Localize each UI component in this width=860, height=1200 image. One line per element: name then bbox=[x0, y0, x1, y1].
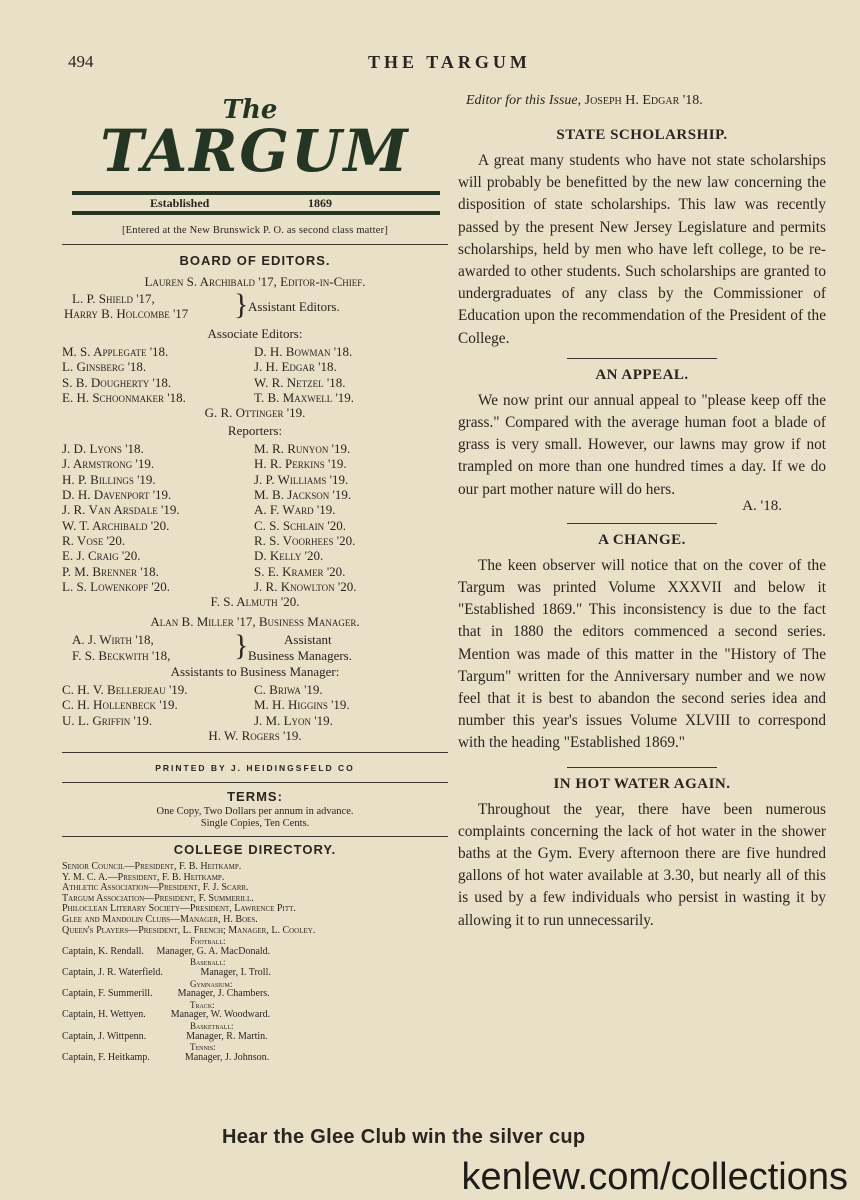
sport-manager: Manager, I. Troll. bbox=[200, 966, 271, 978]
reporter: J. R. Knowlton '20. bbox=[254, 578, 357, 594]
sport-manager: Manager, G. A. MacDonald. bbox=[156, 945, 271, 957]
sport-manager: Manager, R. Martin. bbox=[186, 1030, 268, 1042]
sport-entry bbox=[62, 1042, 448, 1063]
masthead-the: The bbox=[222, 95, 278, 125]
reporter: J. D. Lyons '18. bbox=[62, 441, 144, 457]
article-body: We now print our annual appeal to "please keep off the grass." Compared with the average human foot a blade of grass is very small. However, our lawns may grow if not trampled on more than one hundred times a day. If we do our part mother nature will do hers. bbox=[458, 391, 826, 498]
reporter: W. T. Archibald '20. bbox=[62, 517, 170, 533]
sport-captain: Captain, F. Summerill. bbox=[62, 988, 153, 1000]
established-bar bbox=[62, 187, 448, 217]
article-title: AN APPEAL. bbox=[595, 366, 689, 383]
business-manager: Alan B. Miller '17, Business Manager. bbox=[150, 614, 360, 630]
business-assistant: J. M. Lyon '19. bbox=[254, 712, 333, 728]
sport-captain: Captain, J. Wittpenn. bbox=[62, 1030, 147, 1042]
divider bbox=[567, 358, 717, 359]
reporter: E. J. Craig '20. bbox=[62, 548, 141, 564]
reporter: R. Vose '20. bbox=[62, 532, 126, 548]
reporter: J. P. Williams '19. bbox=[254, 471, 349, 487]
page-number: 494 bbox=[68, 52, 94, 71]
issue-editor-name: Joseph H. Edgar '18. bbox=[584, 93, 703, 108]
issue-editor bbox=[466, 93, 826, 109]
sport-name: Tennis: bbox=[190, 1042, 216, 1053]
associate-editors-list bbox=[62, 344, 448, 405]
article-title: IN HOT WATER AGAIN. bbox=[553, 775, 731, 792]
divider bbox=[62, 752, 448, 753]
reporter: M. R. Runyon '19. bbox=[254, 441, 351, 457]
reporters-heading: Reporters: bbox=[227, 423, 283, 439]
left-column bbox=[62, 95, 448, 1063]
reporter: D. Kelly '20. bbox=[254, 548, 324, 564]
footer-slogan: Hear the Glee Club win the silver cup bbox=[222, 1126, 586, 1148]
reporter: H. R. Perkins '19. bbox=[254, 456, 347, 472]
article-body: Throughout the year, there have been numerous complaints concerning the lack of hot water in the shower baths at the Gym. Every afternoon there are five hundred gallons of hot water available at 3.30, but nearly all of this is used by a few individuals who persist in wasting it by allowing it to run unnecessarily. bbox=[458, 800, 826, 929]
associate-editor: M. S. Applegate '18. bbox=[62, 344, 169, 359]
directory-title: COLLEGE DIRECTORY. bbox=[173, 842, 337, 858]
reporter: C. S. Schlain '20. bbox=[254, 517, 346, 533]
article-body: The keen observer will notice that on the cover of the Targum was printed Volume XXXVII and below it "Established 1869." This inconsistency is due to the fact that in 1880 the editors commenced a second series. Mention was made of this matter in the "History of The Targum" written for the Anniversary number and we now feel that it is best to abandon the second series idea and number this year's issues Volume XLVIII to correspond with the heading "Established 1869." bbox=[458, 556, 826, 752]
divider bbox=[62, 836, 448, 837]
right-column bbox=[458, 93, 826, 932]
assistant-editor: L. P. Shield '17, bbox=[72, 291, 155, 306]
running-title: THE TARGUM bbox=[368, 52, 531, 72]
watermark: kenlew.com/collections bbox=[461, 1156, 848, 1198]
reporter: A. F. Ward '19. bbox=[254, 502, 336, 518]
sport-entry bbox=[62, 957, 448, 978]
sport-entry bbox=[62, 1000, 448, 1021]
reporter: H. P. Billings '19. bbox=[62, 471, 156, 487]
directory-entry: Targum Association—President, F. Summerill. bbox=[62, 892, 254, 904]
directory-entry: Queen's Players—President, L. French; Manager, L. Cooley. bbox=[62, 924, 316, 936]
divider bbox=[62, 782, 448, 783]
terms-line: Single Copies, Ten Cents. bbox=[200, 818, 310, 830]
assistant-business-managers bbox=[62, 630, 448, 664]
associate-editor: G. R. Ottinger '19. bbox=[204, 405, 306, 421]
divider bbox=[62, 244, 448, 245]
sport-captain: Captain, J. R. Waterfield. bbox=[62, 966, 163, 978]
article-signature: A. '18. bbox=[742, 497, 782, 514]
assistant-editor: Harry B. Holcombe '17 bbox=[64, 306, 189, 321]
established-label: Established bbox=[150, 196, 210, 210]
terms-line: One Copy, Two Dollars per annum in advance. bbox=[156, 806, 354, 818]
directory-entry: Athletic Association—President, F. J. Scarr. bbox=[62, 882, 249, 894]
assistant-editors bbox=[62, 290, 448, 324]
reporter: R. S. Voorhees '20. bbox=[254, 532, 356, 548]
printer-credit: PRINTED BY J. HEIDINGSFELD CO bbox=[155, 763, 355, 774]
associate-editor: S. B. Dougherty '18. bbox=[62, 374, 172, 390]
sport-manager: Manager, J. Johnson. bbox=[184, 1051, 270, 1063]
established-year: 1869 bbox=[308, 196, 332, 210]
business-assistant: U. L. Griffin '19. bbox=[62, 712, 153, 728]
brace: } bbox=[234, 629, 249, 663]
running-header bbox=[68, 52, 808, 74]
article-title: STATE SCHOLARSHIP. bbox=[556, 127, 728, 143]
abm-label-1: Assistant bbox=[284, 632, 332, 648]
divider bbox=[567, 523, 717, 524]
sport-name: Track: bbox=[190, 999, 215, 1010]
sport-captain: Captain, H. Wettyen. bbox=[62, 1009, 146, 1021]
assistant-editors-label: Assistant Editors. bbox=[248, 299, 340, 314]
business-assistant: C. Briwa '19. bbox=[254, 682, 323, 698]
business-assistant: M. H. Higgins '19. bbox=[254, 697, 350, 713]
board-title: BOARD OF EDITORS. bbox=[179, 253, 331, 268]
article-body: A great many students who have not state scholarships will probably be benefitted by the new law concerning the disposition of state scholarships. This law was recently passed by the present New Jersey Legislature and permits scholarships, held by men who have left college, to be re-awarded to other students. Such scholarships are granted to undergraduates of any class by the Commissioner of Education upon the recommendation of the President of the College. bbox=[458, 152, 826, 347]
divider bbox=[567, 767, 717, 768]
reporter: F. S. Almuth '20. bbox=[210, 594, 300, 610]
issue-editor-label: Editor for this Issue, bbox=[466, 93, 582, 108]
directory-entry: Y. M. C. A.—President, F. B. Heitkamp. bbox=[62, 871, 225, 883]
sport-entry bbox=[62, 1021, 448, 1042]
associate-editor: D. H. Bowman '18. bbox=[254, 344, 353, 359]
associate-heading: Associate Editors: bbox=[207, 326, 303, 341]
directory-entry: Philoclean Literary Society—President, Lawrence Pitt. bbox=[62, 903, 296, 915]
associate-editor: T. B. Maxwell '19. bbox=[254, 389, 355, 405]
assistant-business-manager: F. S. Beckwith '18, bbox=[72, 648, 171, 664]
business-assistant: H. W. Rogers '19. bbox=[208, 728, 302, 744]
assistants-heading: Assistants to Business Manager: bbox=[170, 664, 340, 680]
sport-name: Gymnasium: bbox=[190, 978, 233, 989]
sport-entry bbox=[62, 979, 448, 1000]
directory-entry: Glee and Mandolin Clubs—Manager, H. Boes. bbox=[62, 914, 258, 926]
masthead-rule-top bbox=[72, 191, 440, 195]
brace: } bbox=[234, 288, 249, 321]
associate-editor: L. Ginsberg '18. bbox=[62, 359, 147, 375]
reporter: D. H. Davenport '19. bbox=[62, 487, 172, 503]
reporters-list bbox=[62, 441, 448, 594]
masthead-rule-bottom bbox=[72, 211, 440, 215]
reporter: J. Armstrong '19. bbox=[62, 456, 155, 472]
associate-editor: W. R. Netzel '18. bbox=[254, 374, 346, 390]
postal-notice: [Entered at the New Brunswick P. O. as second class matter] bbox=[121, 225, 389, 236]
reporter: L. S. Lowenkopf '20. bbox=[62, 578, 170, 594]
terms-title: TERMS: bbox=[227, 789, 283, 805]
directory-list bbox=[62, 862, 448, 1063]
sport-manager: Manager, J. Chambers. bbox=[177, 988, 270, 1000]
reporter: S. E. Kramer '20. bbox=[254, 563, 346, 579]
business-assistant: C. H. Hollenbeck '19. bbox=[62, 697, 178, 713]
sport-captain: Captain, F. Heitkamp. bbox=[62, 1051, 150, 1063]
sport-name: Basketball: bbox=[190, 1020, 234, 1031]
reporter: J. R. Van Arsdale '19. bbox=[62, 502, 180, 518]
reporter: P. M. Brenner '18. bbox=[62, 563, 159, 579]
reporter: M. B. Jackson '19. bbox=[254, 487, 352, 503]
associate-editor: J. H. Edgar '18. bbox=[254, 359, 337, 375]
masthead-logo: TARGUM bbox=[100, 117, 410, 185]
sport-captain: Captain, K. Rendall. bbox=[62, 945, 144, 957]
sport-entry bbox=[62, 936, 448, 957]
assistants-list bbox=[62, 682, 448, 728]
abm-label-2: Business Managers. bbox=[248, 648, 352, 664]
article-title: A CHANGE. bbox=[598, 531, 686, 548]
assistant-business-manager: A. J. Wirth '18, bbox=[72, 632, 154, 648]
editor-in-chief: Lauren S. Archibald '17, Editor-in-Chief. bbox=[144, 274, 366, 289]
sport-manager: Manager, W. Woodward. bbox=[170, 1009, 271, 1021]
sport-name: Baseball: bbox=[190, 957, 226, 968]
business-assistant: C. H. V. Bellerjeau '19. bbox=[62, 682, 188, 698]
associate-editor: E. H. Schoonmaker '18. bbox=[62, 389, 186, 405]
directory-entry: Senior Council—President, F. B. Heitkamp. bbox=[62, 861, 242, 873]
sport-name: Football: bbox=[190, 936, 226, 947]
